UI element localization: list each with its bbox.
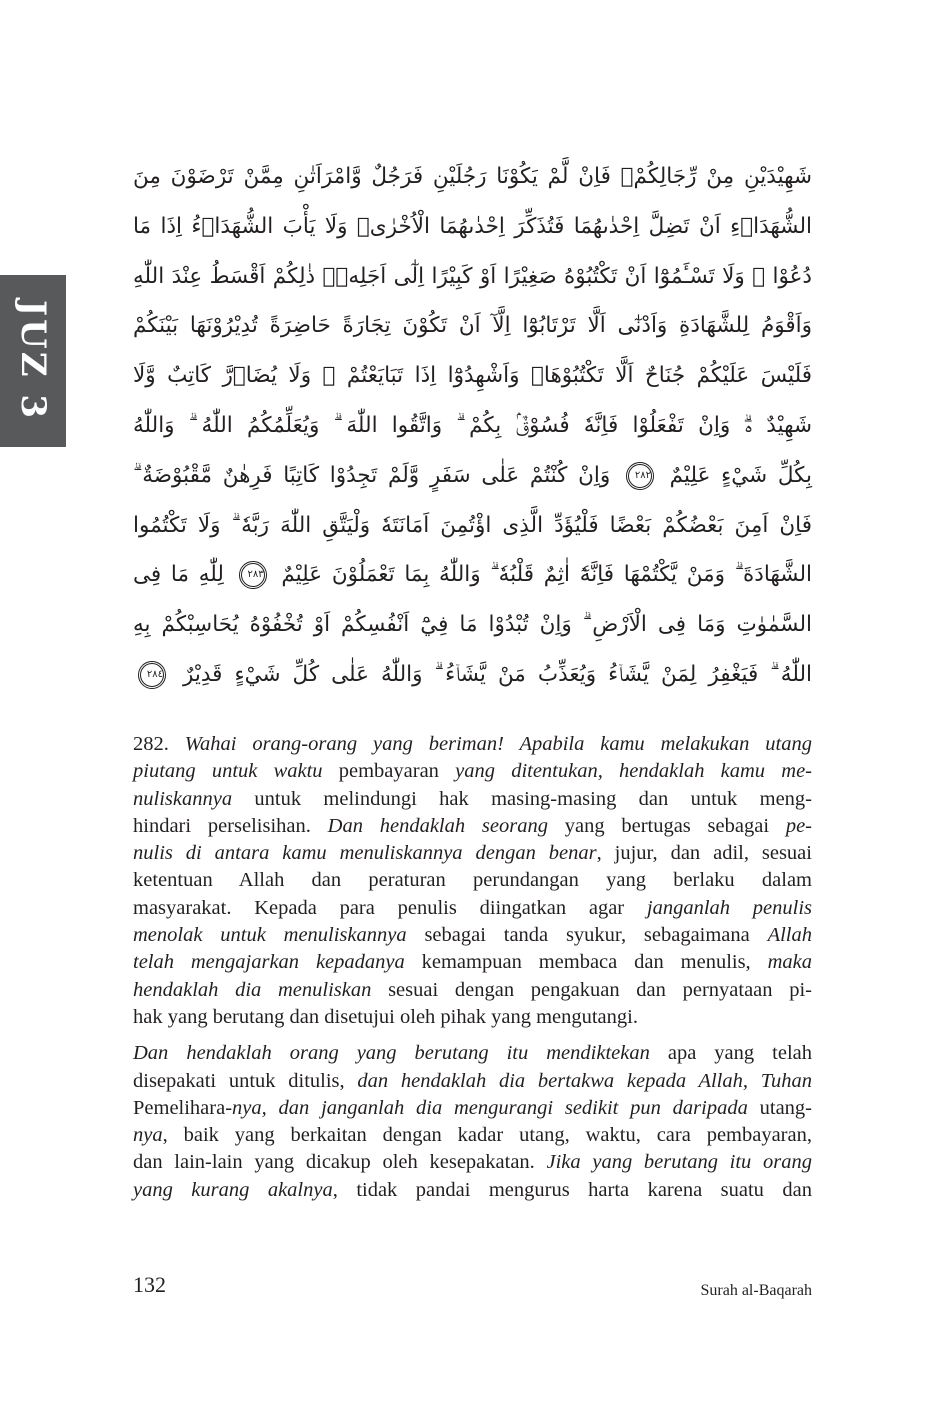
italic-text: yang ditentukan, hendaklah kamu me- [455,760,812,783]
regular-text: hindari perselisihan. [133,814,328,837]
italic-text: Wahai orang-orang yang beriman! Apabila kamu melakukan utang [184,733,812,755]
arabic-text: السَّمٰوٰتِ وَمَا فِى الْاَرْضِ ۗ وَاِنْ تُبْدُوْا مَا فِيْٓ اَنْفُسِكُمْ اَوْ تُخْفُوْهُ يُحَاسِبْكُمْ بِهِ [133,612,812,638]
arabic-text: شَهِيْدٌ ەۗ وَاِنْ تَفْعَلُوْا فَاِنَّهٗ فُسُوْقٌۢ بِكُمْ ۗ وَاتَّقُوا اللّٰهَ ۗ وَيُعَلِّمُكُمُ اللّٰهُ ۗ وَاللّٰهُ [133,412,812,438]
text-line [133,731,812,758]
text-line [133,1068,812,1095]
juz-side-tab [0,275,66,447]
regular-text: Pemelihara- [133,1096,233,1119]
regular-text: dan lain-lain yang dicakup oleh kesepakatan. [133,1151,547,1174]
italic-text: nya, dan janganlah dia mengurangi sedikit pun daripada [232,1096,748,1119]
italic-text: dan hendaklah dia bertakwa kepada Allah, Tuhan [357,1069,812,1092]
regular-text: apa yang telah [649,1042,813,1065]
text-line [133,977,812,1004]
arabic-line-6 [133,401,812,451]
arabic-line-7 [133,451,812,501]
arabic-text: اللّٰهُ ۗ فَيَغْفِرُ لِمَنْ يَّشَاۤءُ وَيُعَذِّبُ مَنْ يَّشَاۤءُ ۗ وَاللّٰهُ عَلٰى كُلِّ شَيْءٍ قَدِيْرٌ [183,661,812,687]
arabic-line-8 [133,501,812,551]
arabic-text: بِكُلِّ شَيْءٍ عَلِيْمٌ [669,462,812,488]
paragraph-2 [133,1040,812,1204]
text-line [133,1095,812,1122]
text-line [133,1040,812,1067]
text-line [133,813,812,840]
arabic-text: فَاِنْ اَمِنَ بَعْضُكُمْ بَعْضًا فَلْيُؤَدِّ الَّذِى اؤْتُمِنَ اَمَانَتَهٗ وَلْيَتَّقِ اللّٰهَ رَبَّهٗ ۗ وَلَا تَكْتُمُوا [133,512,812,538]
running-title: Surah al-Baqarah [700,1282,812,1299]
italic-text: janganlah penulis [646,896,813,919]
text-line [133,786,812,813]
italic-text: maka [767,951,812,974]
italic-text: Jika yang berutang itu orang [546,1151,812,1174]
arabic-text: فَلَيْسَ عَلَيْكُمْ جُنَاحٌ اَلَّا تَكْتُبُوْهَاۗ وَاَشْهِدُوْٓا اِذَا تَبَايَعْتُمْ ۖ وَلَا يُضَاۤرَّ كَاتِبٌ وَّلَا [133,363,812,389]
italic-text: yang kurang akalnya [133,1178,333,1201]
arabic-text: وَاِنْ كُنْتُمْ عَلٰى سَفَرٍ وَّلَمْ تَجِدُوْا كَاتِبًا فَرِهٰنٌ مَّقْبُوْضَةٌ ۗ [133,462,611,488]
italic-text: Dan hendaklah seorang [327,814,548,837]
italic-text: Dan hendaklah orang yang berutang itu mendiktekan [133,1042,650,1065]
regular-text: , tidak pandai mengurus harta karena suatu dan [332,1178,812,1201]
italic-text: Allah [767,924,813,947]
italic-text: piutang untuk waktu [133,760,323,783]
italic-text: pe- [785,814,812,837]
arabic-line-1 [133,152,812,202]
regular-text: ketentuan Allah dan peraturan perundangan yang berlaku dalam [133,869,812,892]
arabic-text-block [133,152,812,700]
italic-text: menolak untuk menuliskannya [133,924,407,947]
italic-text: telah mengajarkan kepadanya [133,951,405,974]
text-line [133,949,812,976]
arabic-line-10 [133,600,812,650]
arabic-line-9 [133,550,812,600]
regular-text: , jujur, dan adil, sesuai [596,842,812,865]
regular-text: sesuai dengan pengakuan dan pernyataan pi- [371,978,812,1001]
arabic-line-4 [133,301,812,351]
page-number: 132 [133,1272,166,1297]
regular-text: masyarakat. Kepada para penulis diingatkan agar [133,896,647,919]
regular-text: yang bertugas sebagai [547,814,786,837]
ayah-number-marker: ٢٨٣ [239,561,267,589]
text-line [133,922,812,949]
text-line [133,840,812,867]
regular-text: , baik yang berkaitan dengan kadar utang, waktu, cara pembayaran, [162,1124,812,1147]
paragraph-1 [133,731,812,1031]
arabic-text: لِلّٰهِ مَا فِى [133,562,224,588]
text-line [133,867,812,894]
regular-text: untuk melindungi hak masing-masing dan untuk meng- [232,787,812,810]
text-line [133,1177,812,1204]
arabic-line-2 [133,202,812,252]
regular-text: pembayaran [322,760,456,783]
arabic-text: دُعُوْا ۗ وَلَا تَسْـَٔمُوْٓا اَنْ تَكْتُبُوْهُ صَغِيْرًا اَوْ كَبِيْرًا اِلٰٓى اَجَلِهٖۗ ذٰلِكُمْ اَقْسَطُ عِنْدَ اللّٰهِ [133,263,812,289]
italic-text: hendaklah dia menuliskan [133,978,372,1001]
verse-number-text: 282. [133,733,185,755]
text-line [133,1004,812,1031]
italic-text: nuliskannya [133,787,233,810]
arabic-text: الشُّهَدَاۤءِ اَنْ تَضِلَّ اِحْدٰىهُمَا فَتُذَكِّرَ اِحْدٰىهُمَا الْاُخْرٰىۗ وَلَا يَأْبَ الشُّهَدَاۤءُ اِذَا مَا [133,213,812,239]
regular-text: sebagai tanda syukur, sebagaimana [406,924,768,947]
ayah-number-marker: ٢٨٤ [138,661,166,689]
arabic-line-3 [133,252,812,302]
text-line [133,1122,812,1149]
text-line [133,758,812,785]
arabic-line-5 [133,351,812,401]
ayah-number-marker: ٢٨٢ [626,462,654,490]
italic-text: nya [133,1124,163,1147]
arabic-line-11 [133,650,812,700]
arabic-text: شَهِيْدَيْنِ مِنْ رِّجَالِكُمْۚ فَاِنْ لَّمْ يَكُوْنَا رَجُلَيْنِ فَرَجُلٌ وَّامْرَاَتٰنِ مِمَّنْ تَرْضَوْنَ مِنَ [133,164,812,189]
arabic-text: الشَّهَادَةَ ۗ وَمَنْ يَّكْتُمْهَا فَاِنَّهٗٓ اٰثِمٌ قَلْبُهٗ ۗ وَاللّٰهُ بِمَا تَعْمَلُوْنَ عَلِيْمٌ [281,562,812,588]
regular-text: disepakati untuk ditulis, [133,1069,358,1092]
regular-text: kemampuan membaca dan menulis, [404,951,768,974]
arabic-text: وَاَقْوَمُ لِلشَّهَادَةِ وَاَدْنٰٓى اَلَّا تَرْتَابُوْٓا اِلَّآ اَنْ تَكُوْنَ تِجَارَةً حَاضِرَةً تُدِيْرُوْنَهَا بَيْنَكُمْ [133,313,812,339]
text-line [133,895,812,922]
translation-block [133,731,812,1204]
regular-text: hak yang berutang dan disetujui oleh pihak yang mengutangi. [133,1005,638,1028]
regular-text: utang- [747,1096,812,1119]
italic-text: nulis di antara kamu menuliskannya dengan benar [133,842,597,865]
text-line [133,1149,812,1176]
juz-label: JUZ 3 [13,300,53,422]
